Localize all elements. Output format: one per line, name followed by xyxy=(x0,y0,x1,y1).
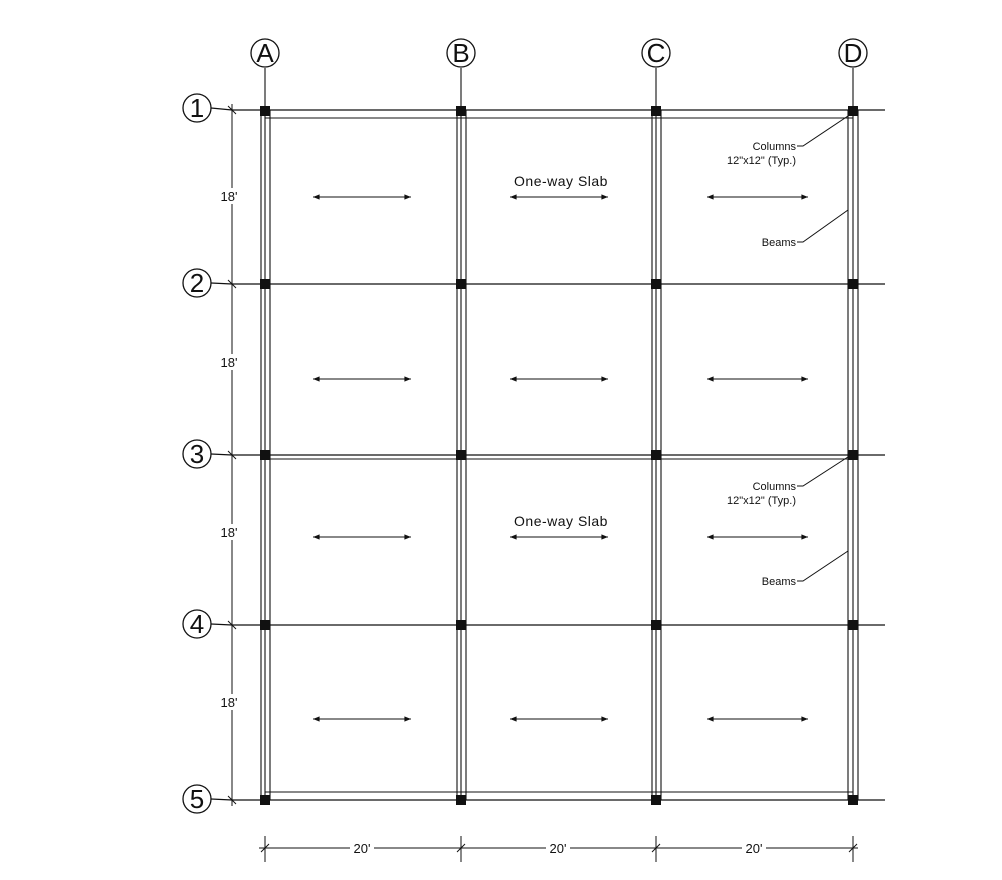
column-B2 xyxy=(456,279,466,289)
column-C5 xyxy=(651,795,661,805)
grid-label-A: A xyxy=(256,38,274,68)
column-A1 xyxy=(260,106,270,116)
slab-label-lower: One-way Slab xyxy=(514,513,608,529)
span-arrows xyxy=(313,197,808,719)
column-B4 xyxy=(456,620,466,630)
dimension-20-bay-B-C: 20' xyxy=(549,841,567,856)
horizontal-grid-lines xyxy=(232,110,885,800)
grid-label-B: B xyxy=(452,38,470,68)
grid-label-4: 4 xyxy=(189,609,205,639)
column-D3 xyxy=(848,450,858,460)
column-B1 xyxy=(456,106,466,116)
column-note-label-upper: Columns xyxy=(752,141,796,153)
dimension-18-bay-2: 18' xyxy=(220,355,238,370)
dimension-20-bay-C-D: 20' xyxy=(745,841,763,856)
column-B5 xyxy=(456,795,466,805)
dimension-18-bay-1: 18' xyxy=(220,189,238,204)
grid-label-3: 3 xyxy=(189,439,205,469)
column-size-note-upper: 12"x12" (Typ.) xyxy=(727,155,796,167)
column-D2 xyxy=(848,279,858,289)
grid-label-5: 5 xyxy=(189,784,205,814)
column-C4 xyxy=(651,620,661,630)
column-bubbles xyxy=(251,39,867,67)
grid-label-C: C xyxy=(646,38,666,68)
column-C2 xyxy=(651,279,661,289)
dimension-20-bay-A-B: 20' xyxy=(353,841,371,856)
column-C1 xyxy=(651,106,661,116)
column-A2 xyxy=(260,279,270,289)
column-A3 xyxy=(260,450,270,460)
grid-label-D: D xyxy=(843,38,863,68)
beam-note-upper: Beams xyxy=(761,237,796,249)
column-D5 xyxy=(848,795,858,805)
dimension-18-bay-3: 18' xyxy=(220,525,238,540)
column-size-note-lower: 12"x12" (Typ.) xyxy=(727,495,796,507)
slab-label-upper: One-way Slab xyxy=(514,173,608,189)
grid-label-1: 1 xyxy=(189,93,205,123)
column-C3 xyxy=(651,450,661,460)
column-D4 xyxy=(848,620,858,630)
column-note-label-lower: Columns xyxy=(752,481,796,493)
column-B3 xyxy=(456,450,466,460)
beam-note-lower: Beams xyxy=(761,576,796,588)
column-A5 xyxy=(260,795,270,805)
column-A4 xyxy=(260,620,270,630)
leader-lines xyxy=(797,114,851,581)
grid-label-2: 2 xyxy=(189,268,205,298)
dimension-18-bay-4: 18' xyxy=(220,695,238,710)
